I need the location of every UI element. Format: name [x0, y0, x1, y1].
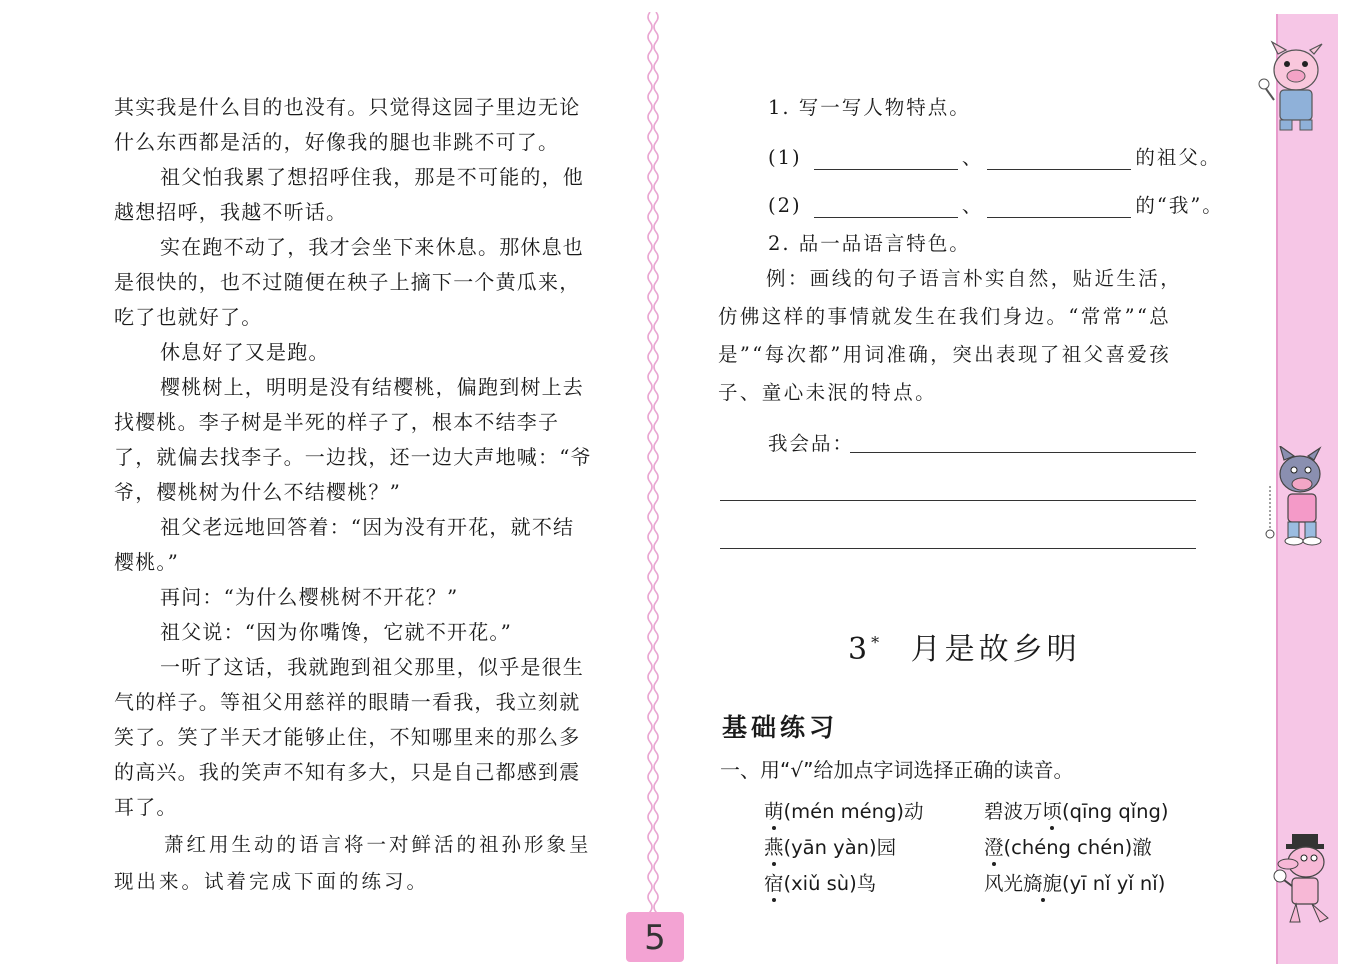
lesson-name: 月是故乡明: [910, 632, 1081, 667]
story-paragraph-8: 祖父说：“因为你嘴馋，它就不开花。”: [160, 620, 513, 644]
pig-mascot-icon: [1256, 40, 1334, 132]
story-paragraph-2: 祖父怕我累了想招呼住我，那是不可能的，他越想招呼，我越不听话。: [114, 165, 584, 224]
pinyin-item[interactable]: [984, 796, 1169, 824]
lesson-mark: *: [871, 633, 884, 652]
pinyin-item[interactable]: [764, 796, 924, 824]
separator: 、: [961, 194, 984, 217]
answer-line[interactable]: [720, 548, 1196, 549]
pinyin-pre: 碧波万: [984, 800, 1043, 823]
pinyin-options[interactable]: (qīng qǐng): [1062, 800, 1169, 823]
pinyin-item[interactable]: [764, 868, 876, 896]
story-paragraph-9: 一听了这话，我就跑到祖父那里，似乎是很生气的样子。等祖父用慈祥的眼睛一看我，我立刻就笑了。笑了半天才能够止住，不知哪里来的那么多的高兴。我的笑声不知有多大，只是自己都感到震耳了。: [114, 655, 584, 819]
dotted-char: 澄: [984, 836, 1004, 859]
instruction: 一、用“√”给加点字词选择正确的读音。: [720, 758, 1074, 782]
dotted-char: 宿: [764, 872, 784, 895]
pinyin-item[interactable]: [984, 832, 1152, 860]
dotted-char: 旖旎: [1023, 872, 1063, 895]
story-paragraph-5: 樱桃树上，明明是没有结樱桃，偏跑到树上去找樱桃。李子树是半死的样子了，根本不结李子了，就偏去找李子。一边找，还一边大声地喊：“爷爷，樱桃树为什么不结樱桃？”: [114, 375, 592, 504]
story-paragraph-6: 祖父老远地回答着：“因为没有开花，就不结樱桃。”: [114, 515, 575, 574]
wolf-mascot-icon: [1258, 446, 1334, 546]
question-1-item-1: [768, 142, 1221, 170]
item-2-suffix: 的“我”。: [1135, 194, 1224, 217]
pinyin-post: 动: [904, 800, 924, 823]
question-1-title: 1. 写一写人物特点。: [768, 96, 971, 119]
dotted-char: 燕: [764, 836, 784, 859]
lesson-number: 3: [848, 632, 872, 667]
example-text: 例：画线的句子语言朴实自然，贴近生活，仿佛这样的事情就发生在我们身边。“常常”“总是”“每次都”用词准确，突出表现了祖父喜爱孩子、童心未泯的特点。: [718, 267, 1183, 404]
story-paragraph-7: 再问：“为什么樱桃树不开花？”: [160, 585, 459, 609]
pinyin-post: 园: [876, 836, 897, 859]
story-paragraph-4: 休息好了又是跑。: [160, 340, 330, 364]
answer-line[interactable]: [850, 452, 1196, 453]
pinyin-post: 澈: [1132, 836, 1152, 859]
pinyin-options[interactable]: (mén méng): [783, 800, 905, 823]
question-2-title: 2. 品一品语言特色。: [768, 232, 971, 255]
task-intro: 萧红用生动的语言将一对鲜活的祖孙形象呈现出来。试着完成下面的练习。: [114, 833, 592, 893]
pinyin-options[interactable]: (yān yàn): [783, 836, 877, 859]
answer-line[interactable]: [720, 500, 1196, 501]
pinyin-options[interactable]: (yī nǐ yǐ nǐ): [1062, 872, 1166, 895]
story-paragraph-1: 其实我是什么目的也没有。只觉得这园子里边无论什么东西都是活的，好像我的腿也非跳不可了。: [114, 95, 581, 154]
pinyin-pre: 风光: [984, 872, 1024, 895]
answer-blank[interactable]: [987, 147, 1131, 170]
pinyin-options[interactable]: (xiǔ sù): [783, 872, 857, 895]
answer-blank[interactable]: [987, 195, 1131, 218]
pinyin-item[interactable]: [984, 868, 1165, 896]
my-taste-label: 我会品：: [768, 432, 855, 455]
item-1-suffix: 的祖父。: [1135, 146, 1222, 169]
pinyin-post: 鸟: [856, 872, 877, 895]
answer-blank[interactable]: [814, 147, 958, 170]
page-number: 5: [626, 912, 684, 962]
question-1-item-2: [768, 190, 1224, 218]
pinyin-options[interactable]: (chéng chén): [1003, 836, 1133, 859]
story-paragraph-3: 实在跑不动了，我才会坐下来休息。那休息也是很快的，也不过随便在秧子上摘下一个黄瓜来，吃了也就好了。: [114, 235, 584, 329]
dog-mascot-icon: [1262, 830, 1336, 930]
dotted-char: 顷: [1042, 800, 1063, 823]
section-title: 基础练习: [722, 713, 839, 742]
item-1-number: (1): [768, 146, 802, 169]
separator: 、: [961, 146, 984, 169]
lesson-title: [848, 624, 1081, 668]
dotted-char: 萌: [764, 800, 784, 823]
answer-blank[interactable]: [814, 195, 958, 218]
pinyin-item[interactable]: [764, 832, 896, 860]
item-2-number: (2): [768, 194, 802, 217]
